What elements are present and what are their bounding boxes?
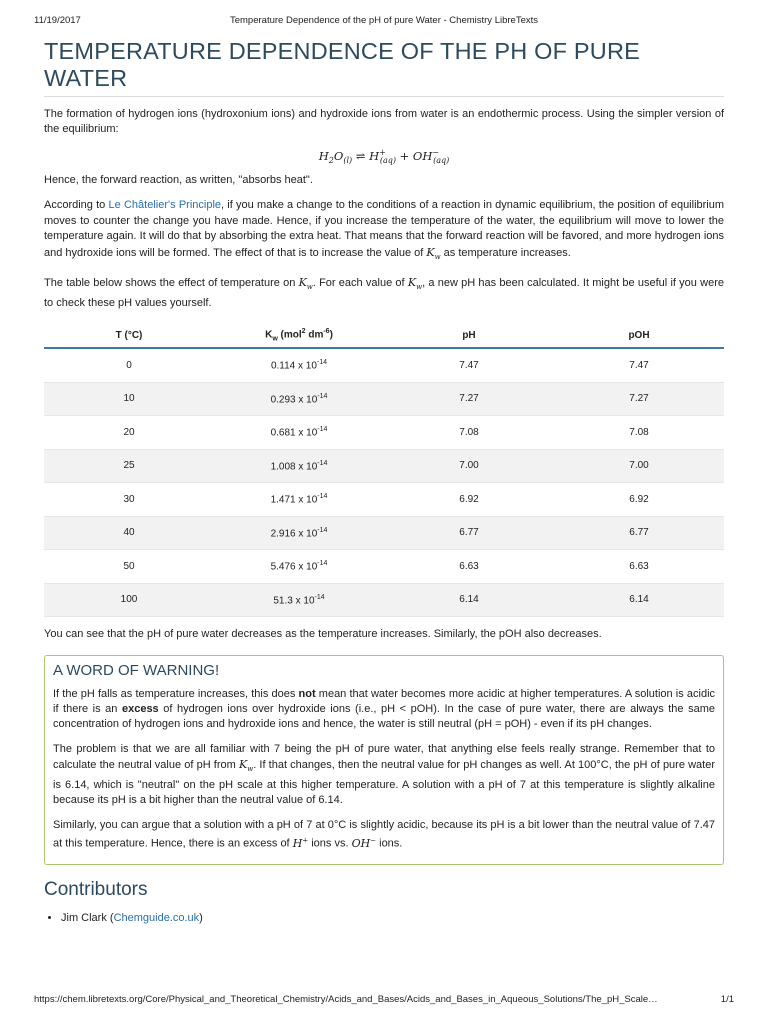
warning-paragraph-1: If the pH falls as temperature increases, this does not mean that water becomes more acidic at higher temperatures. A solution is acidic if there is an excess of hydrogen ions over hydroxide ions (i.e., pH < pOH). In the case of pure water, there are always the same concentration of hydrogen ions and hydroxide ions and hence, the water is still neutral (pH = pOH) - even if its pH changes.: [53, 687, 716, 731]
cell-poh: 7.08: [554, 416, 724, 450]
equilibrium-equation: $H_2O_{(l)}$ ⇌ $H^+_{(aq)} + OH^-_{(aq)}$: [318, 147, 450, 165]
cell-ph: 7.00: [384, 449, 554, 483]
contributor-item: • Jim Clark (Chemguide.co.uk): [61, 911, 724, 926]
warning-title: A WORD OF WARNING!: [53, 661, 220, 679]
print-page-number: 1/1: [720, 994, 734, 1005]
table-row: [44, 550, 724, 584]
cell-poh: 6.14: [554, 583, 724, 617]
cell-temperature: 10: [44, 382, 214, 416]
print-footer: [34, 994, 734, 1005]
chatelier-paragraph: According to Le Châtelier's Principle, if you make a change to the conditions of a reaction in dynamic equilibrium, the position of equilibrium moves to counter the change you have made. Hence, if you increase the temperature of the water, the equilibrium will move to lower the temperature again. It will do that by absorbing the extra heat. That means that the forward reaction will be favored, and more hydrogen ions and hydroxide ions will be formed. The effect of that is to increase the value of $K_w$ as temperature increases.: [44, 199, 725, 261]
cell-temperature: 100: [44, 583, 214, 617]
kw-ph-table: [44, 323, 724, 617]
table-header-row: [44, 323, 724, 348]
cell-poh: 6.77: [554, 516, 724, 550]
header-poh: pOH: [554, 323, 724, 348]
table-row: [44, 516, 724, 550]
cell-temperature: 40: [44, 516, 214, 550]
contributors-list: [44, 911, 724, 926]
equilibrium-arrow-icon: ⇌: [355, 148, 366, 163]
intro-paragraph: The formation of hydrogen ions (hydroxonium ions) and hydroxide ions from water is an endothermic process. Using the simpler version of the equilibrium:: [44, 108, 724, 136]
cell-ph: 6.63: [384, 550, 554, 584]
print-header: [34, 15, 734, 26]
page-title: TEMPERATURE DEPENDENCE OF THE PH OF PURE WATER: [44, 38, 724, 97]
table-row: [44, 483, 724, 517]
table-row: [44, 416, 724, 450]
hydroxide-ion-symbol: OH−: [351, 836, 377, 850]
article: [44, 38, 724, 926]
cell-kw: 1.471 x $10^{-14}$: [214, 483, 384, 517]
cell-ph: 7.27: [384, 382, 554, 416]
le-chatelier-link[interactable]: Le Châtelier's Principle: [108, 199, 222, 212]
kw-symbol: $K_w$: [426, 245, 441, 261]
cell-poh: 7.00: [554, 449, 724, 483]
header-ph: pH: [384, 323, 554, 348]
cell-temperature: 0: [44, 348, 214, 382]
cell-kw: 5.476 x $10^{-14}$: [214, 550, 384, 584]
cell-ph: 6.92: [384, 483, 554, 517]
header-temperature: T (°C): [44, 323, 214, 348]
hydrogen-ion-symbol: H+: [292, 836, 309, 850]
cell-temperature: 25: [44, 449, 214, 483]
cell-temperature: 30: [44, 483, 214, 517]
cell-ph: 6.14: [384, 583, 554, 617]
cell-poh: 7.47: [554, 348, 724, 382]
cell-kw: 0.114 x $10^{-14}$: [214, 348, 384, 382]
table-row: [44, 382, 724, 416]
hence-paragraph: Hence, the forward reaction, as written, "absorbs heat".: [44, 173, 313, 186]
kw-symbol: $K_w$: [298, 276, 313, 292]
cell-poh: 7.27: [554, 382, 724, 416]
table-row: [44, 348, 724, 382]
cell-ph: 7.08: [384, 416, 554, 450]
cell-temperature: 50: [44, 550, 214, 584]
warning-box: [44, 655, 724, 866]
kw-symbol: $K_w$: [407, 276, 423, 292]
cell-kw: 51.3 x $10^{-14}$: [214, 583, 384, 617]
cell-ph: 7.47: [384, 348, 554, 382]
contributors-heading: Contributors: [44, 879, 148, 901]
chemguide-link[interactable]: Chemguide.co.uk: [113, 912, 200, 925]
print-date: 11/19/2017: [34, 15, 81, 26]
print-page-title: Temperature Dependence of the pH of pure Water - Chemistry LibreTexts: [229, 15, 538, 26]
header-kw: $K_w$ (mol$^2$ $dm^{-6}$): [214, 323, 384, 348]
warning-paragraph-3: Similarly, you can argue that a solution with a pH of 7 at 0°C is slightly acidic, because its pH is a bit lower than the neutral value of 7.47 at this temperature. Hence, there is an excess of H+ ions vs. OH− ions.: [53, 818, 715, 850]
table-intro-paragraph: The table below shows the effect of temperature on $K_w$. For each value of $K_w$, a new pH has been calculated. It might be useful if you were to check these pH values yourself.: [44, 276, 724, 309]
cell-ph: 6.77: [384, 516, 554, 550]
print-url: https://chem.libretexts.org/Core/Physical_and_Theoretical_Chemistry/Acids_and_Bases/Acids_and_Bases_in_Aqueous_Solutions/The_pH_Scale…: [34, 994, 658, 1005]
table-row: [44, 583, 724, 617]
cell-kw: 0.293 x $10^{-14}$: [214, 382, 384, 416]
cell-poh: 6.63: [554, 550, 724, 584]
cell-poh: 6.92: [554, 483, 724, 517]
after-table-paragraph: You can see that the pH of pure water decreases as the temperature increases. Similarly, the pOH also decreases.: [44, 628, 602, 641]
cell-kw: 0.681 x $10^{-14}$: [214, 416, 384, 450]
kw-symbol: $K_w$: [238, 758, 254, 774]
cell-kw: 2.916 x $10^{-14}$: [214, 516, 384, 550]
cell-temperature: 20: [44, 416, 214, 450]
table-row: [44, 449, 724, 483]
cell-kw: 1.008 x $10^{-14}$: [214, 449, 384, 483]
warning-paragraph-2: The problem is that we are all familiar with 7 being the pH of pure water, that anything else feels really strange. Remember that to calculate the neutral value of pH from $K_w$. If that changes, then the neutral value for pH changes as well. At 100°C, the pH of pure water is 6.14, which is "neutral" on the pH scale at this higher temperature. A solution with a pH of 7 at this temperature is slightly alkaline because its pH is a bit higher than the neutral value of 6.14.: [53, 742, 716, 807]
